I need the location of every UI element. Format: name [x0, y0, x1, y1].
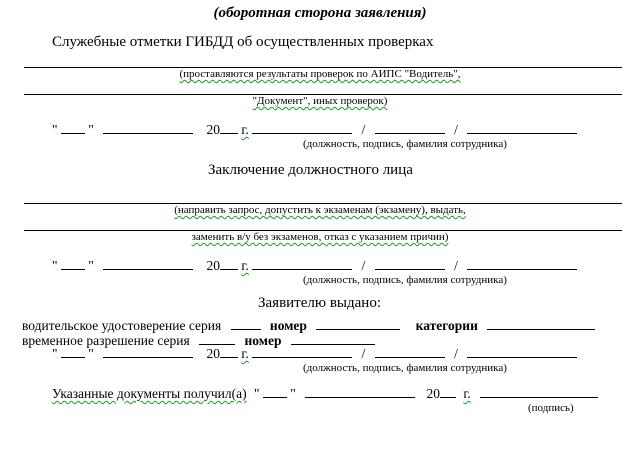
month-field[interactable] — [103, 258, 193, 270]
license-row — [22, 318, 595, 334]
year-prefix: 20 — [206, 346, 221, 361]
slash-2: / — [454, 346, 458, 361]
page-title: (оборотная сторона заявления) — [213, 5, 427, 21]
signature-field[interactable] — [375, 258, 445, 270]
license-categories-field[interactable] — [487, 318, 595, 330]
signature-caption: (должность, подпись, фамилия сотрудника) — [303, 138, 507, 150]
position-field[interactable] — [252, 346, 352, 358]
quote-close: " — [290, 386, 296, 401]
signature-caption: (должность, подпись, фамилия сотрудника) — [303, 274, 507, 286]
signature-row — [52, 122, 577, 138]
year-suffix: г. — [463, 386, 471, 401]
month-field[interactable] — [103, 346, 193, 358]
license-number-field[interactable] — [316, 318, 400, 330]
year-field[interactable] — [220, 258, 238, 270]
year-suffix: г. — [241, 258, 249, 273]
conclusion-caption-1: (направить запрос, допустить к экзаменам (экзамену), выдать, — [174, 204, 466, 216]
receipt-signature-field[interactable] — [480, 386, 598, 398]
quote-open: " — [52, 346, 58, 361]
slash-1: / — [361, 346, 366, 361]
quote-open: " — [254, 386, 260, 401]
temp-permit-series-field[interactable] — [199, 333, 235, 345]
quote-close: " — [88, 122, 94, 137]
signature-row — [52, 346, 577, 362]
license-series-field[interactable] — [231, 318, 261, 330]
position-field[interactable] — [252, 122, 352, 134]
temp-permit-series-label: временное разрешение серия — [22, 333, 190, 348]
surname-field[interactable] — [467, 346, 577, 358]
quote-close: " — [88, 346, 94, 361]
year-prefix: 20 — [206, 122, 221, 137]
receipt-caption: (подпись) — [528, 402, 574, 414]
slash-2: / — [454, 122, 458, 137]
day-field[interactable] — [61, 122, 85, 134]
receipt-label: Указанные документы получил(а) — [52, 386, 247, 401]
section-heading-issued: Заявителю выдано: — [258, 295, 381, 311]
day-field[interactable] — [61, 346, 85, 358]
slash-2: / — [454, 258, 458, 273]
section-heading-conclusion: Заключение должностного лица — [208, 162, 413, 178]
receipt-year-field[interactable] — [440, 386, 456, 398]
signature-row — [52, 258, 577, 274]
quote-open: " — [52, 258, 58, 273]
license-series-label: водительское удостоверение серия — [22, 318, 222, 333]
month-field[interactable] — [103, 122, 193, 134]
surname-field[interactable] — [467, 122, 577, 134]
license-number-label: номер — [269, 318, 307, 333]
check-results-caption-2: "Документ", иных проверок) — [252, 95, 388, 107]
temp-permit-number-label: номер — [244, 333, 282, 348]
surname-field[interactable] — [467, 258, 577, 270]
temp-permit-number-field[interactable] — [291, 333, 375, 345]
year-prefix: 20 — [426, 386, 441, 401]
license-categories-label: категории — [415, 318, 478, 333]
check-results-caption-1: (проставляются результаты проверок по АИПС "Водитель", — [179, 68, 461, 80]
signature-field[interactable] — [375, 122, 445, 134]
slash-1: / — [361, 258, 366, 273]
day-field[interactable] — [61, 258, 85, 270]
year-suffix: г. — [241, 346, 249, 361]
signature-field[interactable] — [375, 346, 445, 358]
slash-1: / — [361, 122, 366, 137]
year-field[interactable] — [220, 122, 238, 134]
quote-open: " — [52, 122, 58, 137]
signature-caption: (должность, подпись, фамилия сотрудника) — [303, 362, 507, 374]
section-heading-checks: Служебные отметки ГИБДД об осуществленных проверках — [52, 34, 434, 50]
conclusion-caption-2: заменить в/у без экзаменов, отказ с указанием причин) — [191, 231, 449, 243]
receipt-month-field[interactable] — [305, 386, 415, 398]
year-prefix: 20 — [206, 258, 221, 273]
position-field[interactable] — [252, 258, 352, 270]
quote-close: " — [88, 258, 94, 273]
year-field[interactable] — [220, 346, 238, 358]
receipt-row — [52, 386, 598, 402]
receipt-day-field[interactable] — [263, 386, 287, 398]
year-suffix: г. — [241, 122, 249, 137]
